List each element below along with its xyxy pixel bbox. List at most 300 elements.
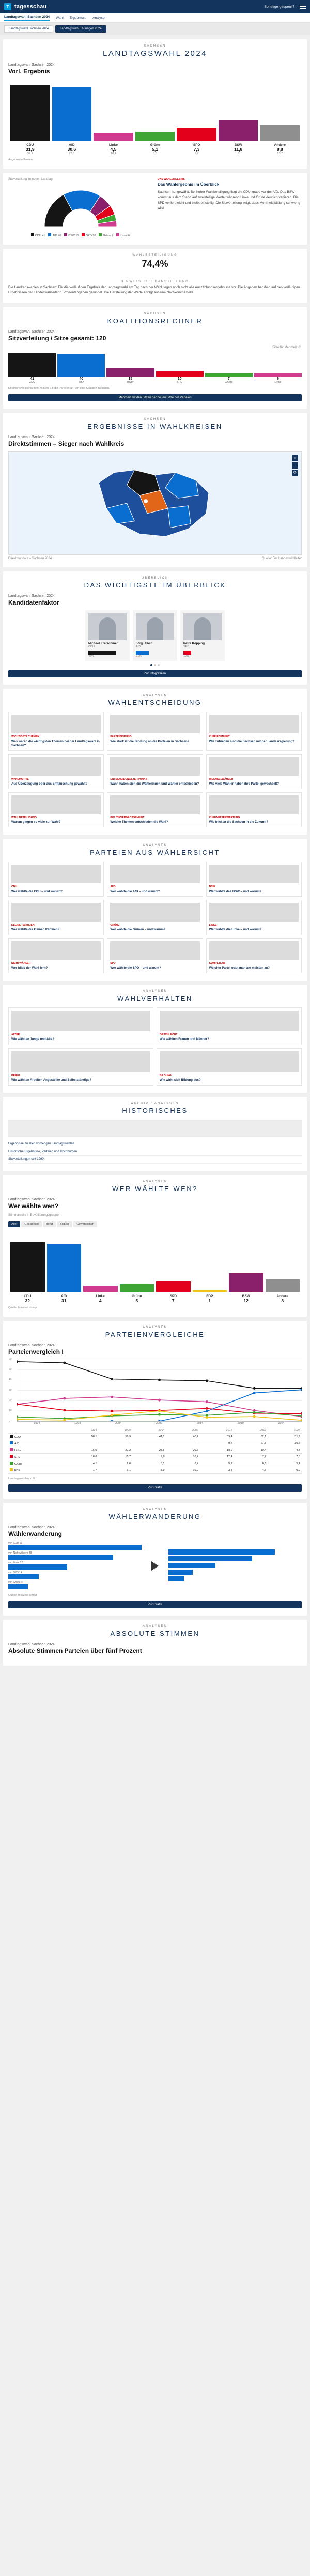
- tab-alter[interactable]: Alter: [8, 1221, 20, 1227]
- line-svg: [17, 1360, 302, 1421]
- koalition-bar-afd[interactable]: [57, 353, 105, 377]
- ww-label-cdu: CDU 32: [24, 1294, 32, 1303]
- tab-geschlecht[interactable]: Geschlecht: [21, 1221, 42, 1227]
- ww-label-grüne: Grüne 5: [132, 1294, 142, 1303]
- breadcrumb: [0, 23, 310, 35]
- news-tile[interactable]: [107, 712, 203, 751]
- wahlentscheidung-eyebrow: ANALYSEN: [143, 694, 167, 697]
- section-historisches: [3, 1097, 307, 1171]
- news-tile[interactable]: [8, 900, 104, 935]
- wanderung-card-head: Landtagswahl Sachsen 2024: [8, 1525, 55, 1529]
- koalition-labels: [8, 377, 302, 384]
- koalition-label-grüne: 7 Grüne: [225, 376, 233, 384]
- ueberblick-text: Sachsen hat gewählt. Bei hoher Wahlbeteiligung liegt die CDU knapp vor der AfD. Das BSW kommt aus dem Stand auf zweistellige Werte, während Linke und Grüne deutlich verlieren. Die SPD verliert leicht und bleibt einstellig. Die Sitzverteilung zeigt, dass Mehrheitsbildung schwierig wird.: [158, 190, 301, 210]
- tile-kicker: GRÜNE: [110, 924, 120, 927]
- table-cell-party: SPD: [8, 1453, 65, 1460]
- absolut-eyebrow: ANALYSEN: [143, 1624, 167, 1628]
- wanderung-source: Quelle: Infratest dimap: [8, 1593, 37, 1597]
- tile-thumbnail: [160, 1051, 299, 1072]
- news-tile[interactable]: [8, 1007, 153, 1045]
- table-cell-value: 40,2: [166, 1433, 200, 1440]
- candidate-bar: [136, 651, 149, 655]
- news-tile[interactable]: [206, 754, 302, 789]
- seats-caption: Sitzverteilung im neuen Landtag: [8, 178, 53, 181]
- news-tile[interactable]: [157, 1048, 302, 1086]
- wahlkreise-title: ERGEBNISSE IN WAHLKREISEN: [87, 422, 223, 430]
- result-bar-axis: [8, 141, 302, 155]
- werwaehlte-eyebrow: ANALYSEN: [143, 1180, 167, 1183]
- parteien-title: PARTEIEN AUS WÄHLERSICHT: [90, 849, 220, 857]
- koalition-card-sub: Sitzverteilung / Sitze gesamt: 120: [8, 334, 106, 342]
- wanderung-card-sub: Wählerwanderung: [8, 1530, 63, 1538]
- tile-headline[interactable]: Was waren die wichtigsten Themen bei der Landtagswahl in Sachsen?: [11, 740, 100, 747]
- y-tick-30: 30: [9, 1388, 12, 1392]
- table-cell-value: 9,8: [132, 1453, 166, 1460]
- tile-thumbnail: [110, 865, 199, 883]
- tile-headline[interactable]: Wer wählte die Linke – und warum?: [209, 928, 262, 932]
- news-tile[interactable]: [206, 792, 302, 827]
- tile-headline[interactable]: Welcher Partei traut man am meisten zu?: [209, 967, 270, 970]
- wahlkreis-map[interactable]: [8, 451, 302, 555]
- werwaehlte-source: Quelle: Infratest dimap: [8, 1306, 37, 1309]
- table-cell-party: AfD: [8, 1440, 65, 1447]
- settings-label[interactable]: Sonstige gesperrt?: [264, 5, 295, 9]
- tile-headline[interactable]: Wann haben sich die Wählerinnen und Wähler entschieden?: [110, 782, 199, 786]
- wanderung-row: von Grüne 9: [8, 1581, 142, 1589]
- line-series-spd: [17, 1404, 302, 1413]
- brand-logo-letter: T: [6, 4, 9, 9]
- result-bar-afd: [52, 79, 92, 141]
- table-cell-value: 10,4: [234, 1447, 268, 1453]
- candidate-party: AfD: [136, 645, 141, 649]
- tab-beruf[interactable]: Beruf: [43, 1221, 56, 1227]
- tile-headline[interactable]: Wie wählten Frauen und Männer?: [160, 1038, 209, 1042]
- tile-kicker: SPD: [110, 962, 116, 966]
- map-svg[interactable]: [9, 452, 301, 554]
- tile-headline[interactable]: Wie wählten Arbeiter, Angestellte und Selbstständige?: [11, 1078, 91, 1082]
- table-cell-value: 39,4: [200, 1433, 234, 1440]
- candidate-bar: [183, 651, 191, 655]
- app-header: [0, 0, 310, 13]
- result-eyebrow: SACHSEN: [144, 44, 166, 48]
- donut-legend-bsw: BSW 15: [64, 233, 79, 237]
- candidate-name: Petra Köpping: [183, 642, 205, 645]
- news-tile[interactable]: [8, 938, 104, 973]
- donut-legend-grüne: Grüne 7: [99, 233, 113, 237]
- ww-bar-andere: [266, 1230, 300, 1292]
- result-bar-bsw: [219, 79, 258, 141]
- table-cell-value: 12,4: [200, 1453, 234, 1460]
- tile-thumbnail: [209, 903, 299, 922]
- carousel-dots[interactable]: [8, 664, 302, 666]
- tile-kicker: NICHTWÄHLER: [11, 962, 31, 966]
- tile-kicker: KOMPETENZ: [209, 962, 226, 966]
- koalition-title: KOALITIONSRECHNER: [107, 317, 203, 325]
- table-cell-value: 4,5: [268, 1447, 302, 1453]
- x-tick-1999: 1999: [74, 1421, 81, 1425]
- beteiligung-eyebrow: WAHLBETEILIGUNG: [132, 254, 178, 257]
- subnav-item-2[interactable]: Ergebnisse: [69, 16, 87, 20]
- tile-kicker: WECHSELWÄHLER: [209, 777, 234, 781]
- werwaehlte-bar-chart: [8, 1230, 302, 1292]
- section-wahlbeteiligung: [3, 249, 307, 303]
- table-cell-value: 30,6: [268, 1440, 302, 1447]
- news-tile[interactable]: [107, 754, 203, 789]
- result-label-afd: AfD 30,6 27,5: [67, 143, 76, 155]
- table-cell-value: 10,7: [98, 1453, 132, 1460]
- werwaehlte-tabs[interactable]: [8, 1221, 302, 1227]
- wahlverhalten-title: WAHLVERHALTEN: [117, 995, 193, 1003]
- table-cell-value: 32,1: [234, 1433, 268, 1440]
- parteien-tiles: [8, 862, 302, 973]
- avatar: [183, 613, 222, 640]
- table-cell-value: 18,9: [200, 1447, 234, 1453]
- tile-headline[interactable]: Wer wählte die Grünen – und warum?: [110, 928, 166, 932]
- werwaehlte-bar-axis: [8, 1292, 302, 1303]
- candidate-card[interactable]: [133, 610, 177, 661]
- map-controls[interactable]: [292, 455, 298, 476]
- breadcrumb-item-1[interactable]: Landtagswahl Thüringen 2024: [55, 25, 106, 33]
- result-label-cdu: CDU 31,9 32,1: [26, 143, 35, 155]
- tile-kicker: BERUF: [11, 1074, 21, 1077]
- tile-thumbnail: [11, 941, 101, 960]
- koalition-bar-grüne[interactable]: [205, 353, 253, 377]
- news-tile[interactable]: [157, 1007, 302, 1045]
- news-tile[interactable]: [206, 900, 302, 935]
- tile-kicker: ALTER: [11, 1033, 20, 1037]
- beteiligung-value: 74,4%: [142, 259, 168, 269]
- news-tile[interactable]: [8, 1048, 153, 1086]
- result-bar-grüne: [135, 79, 175, 141]
- table-col-header: 1994: [65, 1428, 99, 1434]
- wahlkreise-footer-left: Direktmandate – Sachsen 2024: [8, 556, 52, 560]
- tile-kicker: WICHTIGSTE THEMEN: [11, 735, 39, 739]
- wahlkreise-footer-right: Quelle: Der Landeswahlleiter: [261, 556, 302, 560]
- news-tile[interactable]: [206, 712, 302, 751]
- hinweis-text: Die Landtagswahlen in Sachsen: Für die vorläufigen Ergebnis der Landtagswahl am Tag nach der Wahl liegen noch nicht alle Auszählungsergebnisse vor. Die Angaben beruhen auf den vorläufigen Ergebnissen der Landeswahlleiterin. Prozentangaben gerundet. Die Darstellung der Werte erfolgt auf eine Nachkommastelle.: [8, 285, 300, 295]
- brand-name[interactable]: tagesschau: [14, 4, 47, 10]
- table-row: [8, 1447, 302, 1453]
- tile-thumbnail: [209, 865, 299, 883]
- historisch-link[interactable]: Sitzverteilungen seit 1990: [8, 1156, 302, 1164]
- donut-legend-afd: AfD 40: [48, 233, 61, 237]
- ww-bar-grüne: [120, 1230, 154, 1292]
- tile-thumbnail: [11, 795, 101, 814]
- news-tile[interactable]: [8, 712, 104, 751]
- hinweis-eyebrow: HINWEIS ZUR DARSTELLUNG: [121, 280, 189, 283]
- ww-bar-afd: [47, 1230, 82, 1292]
- table-cell-value: 10,0: [166, 1467, 200, 1473]
- map-zoom-out-icon[interactable]: −: [292, 462, 298, 469]
- tile-kicker: POLITIKVERDROSSENHEIT: [110, 816, 145, 820]
- tile-thumbnail: [11, 1011, 150, 1031]
- table-cell-value: 58,1: [65, 1433, 99, 1440]
- historisch-link[interactable]: Ergebnisse zu allen vorherigen Landtagswahlen: [8, 1140, 302, 1148]
- tile-kicker: WAHLMOTIVE: [11, 777, 29, 781]
- section-kandidaten: [3, 571, 307, 685]
- tile-kicker: ZUFRIEDENHEIT: [209, 735, 230, 739]
- historisch-link[interactable]: Historische Ergebnisse, Parteien und Hochburgen: [8, 1148, 302, 1156]
- koalition-bar-spd[interactable]: [156, 353, 204, 377]
- vergleiche-table: [8, 1428, 302, 1474]
- tile-thumbnail: [110, 903, 199, 922]
- map-zoom-in-icon[interactable]: +: [292, 455, 298, 461]
- subnav-item-3[interactable]: Analysen: [92, 16, 107, 20]
- tile-thumbnail: [160, 1011, 299, 1031]
- line-series-cdu: [17, 1361, 302, 1388]
- werwaehlte-title: WER WÄHLTE WEN?: [112, 1184, 198, 1193]
- table-cell-value: 4,5: [234, 1467, 268, 1473]
- table-cell-value: 5,7: [200, 1460, 234, 1467]
- table-header-row: [8, 1428, 302, 1434]
- ww-bar-fdp: [193, 1230, 227, 1292]
- tile-thumbnail: [11, 715, 101, 733]
- koalition-hint: Sitze für Mehrheit: 61: [272, 345, 302, 349]
- y-tick-50: 50: [9, 1367, 12, 1371]
- tile-headline[interactable]: Wie wählten Junge und Alte?: [11, 1038, 55, 1042]
- tile-headline[interactable]: Wer wählte die CDU – und warum?: [11, 890, 63, 894]
- table-cell-party: Linke: [8, 1447, 65, 1453]
- tile-headline[interactable]: Wer wählte die SPD – und warum?: [110, 967, 161, 970]
- tile-kicker: BILDUNG: [160, 1074, 172, 1077]
- table-cell-value: 1,1: [98, 1467, 132, 1473]
- wahlentscheidung-tiles: [8, 712, 302, 827]
- absolut-card-sub: Absolute Stimmen Parteien über fünf Prozent: [8, 1647, 142, 1654]
- x-tick-2009: 2009: [156, 1421, 163, 1425]
- wanderung-arrow-icon: [145, 1561, 165, 1571]
- kandidaten-card-sub: Kandidatenfaktor: [8, 598, 59, 606]
- wanderung-source-bars: [8, 1542, 142, 1591]
- absolut-card-head: Landtagswahl Sachsen 2024: [8, 1642, 55, 1646]
- ww-bar-spd: [156, 1230, 191, 1292]
- news-tile[interactable]: [107, 792, 203, 827]
- section-wahlverhalten: [3, 985, 307, 1092]
- table-cell-value: 5,1: [268, 1460, 302, 1467]
- kandidaten-card-head: Landtagswahl Sachsen 2024: [8, 594, 55, 598]
- section-absolute-stimmen: [3, 1620, 307, 1666]
- historisch-eyebrow: ARCHIV / ANALYSEN: [131, 1102, 179, 1105]
- candidate-bar: [88, 651, 116, 655]
- table-cell-value: 2,6: [98, 1460, 132, 1467]
- ww-label-andere: Andere 8: [276, 1294, 288, 1303]
- vergleiche-line-chart: [9, 1357, 302, 1423]
- table-cell-value: 1,7: [65, 1467, 99, 1473]
- candidate-card[interactable]: [85, 610, 130, 661]
- ww-label-bsw: BSW 12: [242, 1294, 250, 1303]
- line-series-afd: [17, 1390, 302, 1421]
- table-col-header: 1999: [98, 1428, 132, 1434]
- tile-kicker: ZUKUNFTSERWARTUNG: [209, 816, 240, 820]
- tile-thumbnail: [209, 715, 299, 733]
- tab-bildung[interactable]: Bildung: [57, 1221, 72, 1227]
- table-cell-value: 8,6: [234, 1460, 268, 1467]
- tile-headline[interactable]: Wie zufrieden sind die Sachsen mit der Landesregierung?: [209, 740, 295, 743]
- result-label-spd: SPD 7,3 7,7: [193, 143, 200, 155]
- tile-headline[interactable]: Wer wählte das BSW – und warum?: [209, 890, 262, 894]
- table-cell-value: –: [166, 1440, 200, 1447]
- section-waehlerwanderung: [3, 1503, 307, 1616]
- section-koalitionsrechner: [3, 307, 307, 409]
- table-row: [8, 1460, 302, 1467]
- tile-kicker: WAHLBETEILIGUNG: [11, 816, 37, 820]
- table-cell-value: 27,5: [234, 1440, 268, 1447]
- x-tick-2004: 2004: [115, 1421, 122, 1425]
- result-label-bsw: BSW 11,8 0: [234, 143, 243, 155]
- tile-thumbnail: [110, 757, 199, 776]
- wanderung-button[interactable]: Zur Grafik: [8, 1601, 302, 1608]
- table-cell-value: 23,6: [132, 1447, 166, 1453]
- tile-headline[interactable]: Wie blicken die Sachsen in die Zukunft?: [209, 821, 268, 824]
- koalition-label-cdu: 41 CDU: [29, 376, 36, 384]
- tile-thumbnail: [110, 795, 199, 814]
- tile-headline[interactable]: Wer wählte die AfD – und warum?: [110, 890, 160, 894]
- candidate-name: Michael Kretschmer: [88, 642, 118, 645]
- tile-thumbnail: [11, 1051, 150, 1072]
- tab-gewerkschaft[interactable]: Gewerkschaft: [73, 1221, 97, 1227]
- table-cell-value: 5,1: [132, 1460, 166, 1467]
- candidate-party: SPD: [183, 645, 190, 649]
- tile-headline[interactable]: Wer blieb der Wahl fern?: [11, 967, 48, 970]
- table-cell-value: 16,5: [65, 1447, 99, 1453]
- subnav-item-0[interactable]: Landtagswahl Sachsen 2024: [4, 15, 50, 21]
- table-cell-party: FDP: [8, 1467, 65, 1473]
- tile-thumbnail: [11, 903, 101, 922]
- tile-headline[interactable]: Warum gingen so viele zur Wahl?: [11, 821, 61, 824]
- wanderung-target-row: [168, 1576, 302, 1581]
- y-tick-20: 20: [9, 1398, 12, 1402]
- koalition-bars[interactable]: [8, 353, 302, 377]
- wanderung-title: WÄHLERWANDERUNG: [109, 1512, 202, 1520]
- tile-thumbnail: [110, 941, 199, 960]
- candidate-value: 12%: [183, 654, 190, 658]
- vergleiche-card-head: Landtagswahl Sachsen 2024: [8, 1343, 55, 1347]
- tile-headline[interactable]: Wie stark ist die Bindung an die Parteien in Sachsen?: [110, 740, 190, 743]
- result-card-head: Landtagswahl Sachsen 2024: [8, 63, 55, 67]
- tile-headline[interactable]: Wie viele Wähler haben ihre Partei gewechselt?: [209, 782, 279, 786]
- news-tile[interactable]: [206, 862, 302, 897]
- koalition-bar-bsw[interactable]: [106, 353, 154, 377]
- historisch-thumb: [8, 1120, 302, 1137]
- table-row: [8, 1467, 302, 1473]
- section-parteien: [3, 839, 307, 981]
- wanderung-row: von CDU 61: [8, 1542, 142, 1550]
- table-body: [8, 1433, 302, 1473]
- vergleiche-footnote: Landtagswahlen in %: [8, 1477, 36, 1480]
- news-tile[interactable]: [8, 754, 104, 789]
- result-label-linke: Linke 4,5 10,4: [109, 143, 118, 155]
- subnav-item-1[interactable]: Wahl: [56, 16, 64, 20]
- result-bar-cdu: [10, 79, 50, 141]
- table-row: [8, 1453, 302, 1460]
- wahlentscheidung-title: WAHLENTSCHEIDUNG: [108, 698, 202, 706]
- x-tick-2014: 2014: [196, 1421, 203, 1425]
- tile-kicker: LINKE: [209, 924, 217, 927]
- tile-thumbnail: [11, 757, 101, 776]
- tile-kicker: PARTEIBINDUNG: [110, 735, 132, 739]
- candidate-name: Jörg Urban: [136, 642, 153, 645]
- parteien-eyebrow: ANALYSEN: [143, 844, 167, 848]
- news-tile[interactable]: [107, 862, 203, 897]
- wahlverhalten-eyebrow: ANALYSEN: [143, 990, 167, 993]
- donut-legend-spd: SPD 10: [82, 233, 96, 237]
- donut-svg: [37, 181, 125, 230]
- wanderung-target-row: [168, 1563, 302, 1568]
- tile-kicker: KLEINE PARTEIEN: [11, 924, 35, 927]
- table-row: [8, 1433, 302, 1440]
- result-title: LANDTAGSWAHL 2024: [103, 49, 207, 58]
- section-result: [3, 39, 307, 169]
- koalition-label-spd: 10 SPD: [176, 376, 183, 384]
- tile-headline[interactable]: Wie wirkt sich Bildung aus?: [160, 1078, 201, 1082]
- table-cell-value: 56,9: [98, 1433, 132, 1440]
- koalition-label-bsw: 15 BSW: [127, 376, 134, 384]
- map-reset-icon[interactable]: ⟳: [292, 470, 298, 476]
- vergleiche-title: PARTEIENVERGLEICHE: [105, 1330, 205, 1338]
- tile-headline[interactable]: Aus Überzeugung oder aus Enttäuschung gewählt?: [11, 782, 88, 786]
- koalition-bar-cdu[interactable]: [8, 353, 56, 377]
- table-col-header: 2024: [268, 1428, 302, 1434]
- historisch-title: HISTORISCHES: [122, 1106, 188, 1114]
- wanderung-target-row: [168, 1549, 302, 1555]
- ww-label-linke: Linke 4: [96, 1294, 105, 1303]
- candidate-card[interactable]: [180, 610, 225, 661]
- candidate-value: 47%: [88, 654, 95, 658]
- ueberblick-kicker: DAS WAHLERGEBNIS: [158, 178, 185, 181]
- koalition-bar-linke[interactable]: [254, 353, 302, 377]
- ww-bar-bsw: [229, 1230, 264, 1292]
- news-tile[interactable]: [107, 938, 203, 973]
- breadcrumb-item-0[interactable]: Landtagswahl Sachsen 2024: [4, 25, 53, 33]
- table-cell-value: 20,6: [166, 1447, 200, 1453]
- koalition-button[interactable]: Mehrheit mit den Sitzen der neuen Sitze der Parteien: [8, 394, 302, 401]
- candidate-value: 21%: [136, 654, 142, 658]
- ww-label-afd: AfD 31: [60, 1294, 67, 1303]
- tile-headline[interactable]: Wer wählte die kleinen Parteien?: [11, 928, 60, 932]
- y-tick-60: 60: [9, 1357, 12, 1361]
- news-tile[interactable]: [206, 938, 302, 973]
- vergleiche-button[interactable]: Zur Grafik: [8, 1484, 302, 1492]
- tile-kicker: AFD: [110, 885, 116, 889]
- candidate-party: CDU: [88, 645, 95, 649]
- table-cell-value: 0,9: [268, 1467, 302, 1473]
- news-tile[interactable]: [8, 792, 104, 827]
- table-cell-value: –: [98, 1440, 132, 1447]
- tile-headline[interactable]: Welche Themen entschieden die Wahl?: [110, 821, 168, 824]
- news-tile[interactable]: [8, 862, 104, 897]
- ww-label-spd: SPD 7: [169, 1294, 177, 1303]
- section-wahlentscheidung: [3, 689, 307, 835]
- x-tick-1994: 1994: [34, 1421, 40, 1425]
- table-cell-value: 16,6: [65, 1453, 99, 1460]
- wanderung-target-row: [168, 1556, 302, 1561]
- kandidaten-button[interactable]: Zur Infografiken: [8, 670, 302, 677]
- tile-kicker: ENTSCHEIDUNGSZEITPUNKT: [110, 777, 147, 781]
- ueberblick-headline[interactable]: Das Wahlergebnis im Überblick: [158, 182, 220, 187]
- koalition-label-linke: 6 Linke: [274, 376, 282, 384]
- table-cell-value: 31,9: [268, 1433, 302, 1440]
- section-wahlkreise: [3, 413, 307, 567]
- news-tile[interactable]: [107, 900, 203, 935]
- wanderung-row: von Linke 27: [8, 1561, 142, 1570]
- table-cell-party: CDU: [8, 1433, 65, 1440]
- result-label-andere: Andere 8,8 13,7: [274, 143, 286, 155]
- table-cell-party: Grüne: [8, 1460, 65, 1467]
- menu-icon[interactable]: [300, 5, 306, 9]
- y-tick-10: 10: [9, 1409, 12, 1412]
- tile-thumbnail: [209, 795, 299, 814]
- brand-logo-icon[interactable]: [4, 3, 11, 10]
- wahlkreise-card-sub: Direktstimmen – Sieger nach Wahlkreis: [8, 440, 125, 447]
